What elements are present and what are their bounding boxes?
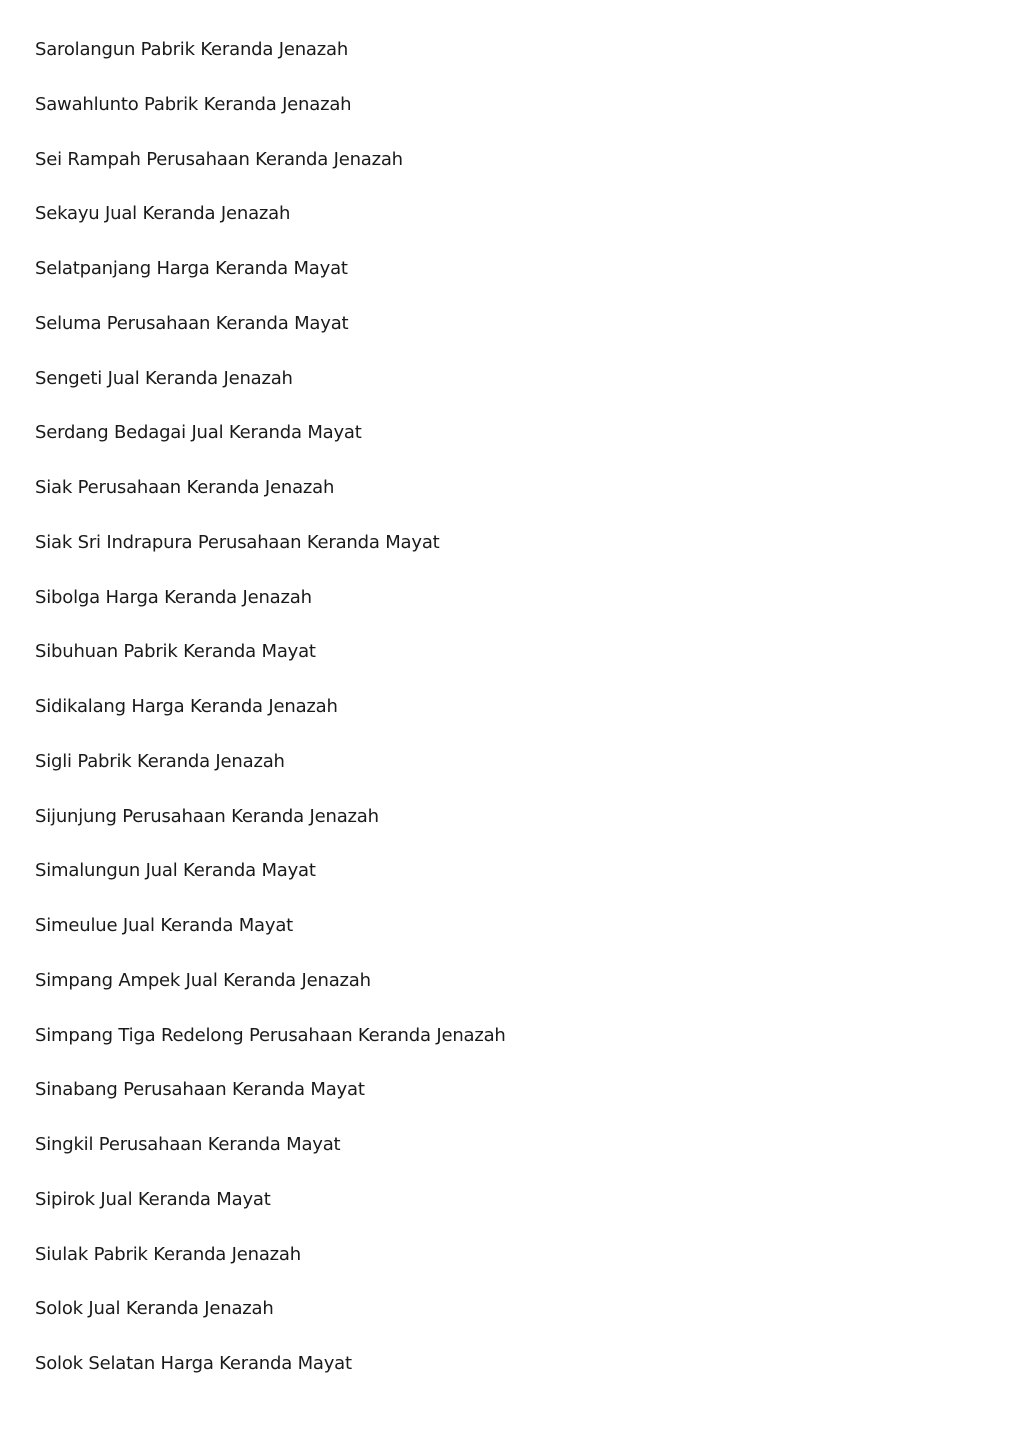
list-item: Sibuhuan Pabrik Keranda Mayat [35, 641, 316, 663]
keyword-list [35, 36, 935, 1405]
list-item: Siak Perusahaan Keranda Jenazah [35, 477, 335, 498]
list-item: Sekayu Jual Keranda Jenazah [35, 203, 291, 225]
list-item: Sibolga Harga Keranda Jenazah [35, 586, 312, 608]
list-item: Simeulue Jual Keranda Mayat [35, 915, 294, 936]
list-item: Sengeti Jual Keranda Jenazah [35, 367, 293, 389]
list-item: Sijunjung Perusahaan Keranda Jenazah [35, 805, 379, 827]
list-item: Simalungun Jual Keranda Mayat [35, 860, 316, 882]
list-item: Simpang Tiga Redelong Perusahaan Keranda Jenazah [35, 1024, 506, 1046]
list-item: Sipirok Jual Keranda Mayat [35, 1188, 271, 1210]
list-item: Singkil Perusahaan Keranda Mayat [35, 1134, 341, 1155]
list-item: Serdang Bedagai Jual Keranda Mayat [35, 422, 362, 444]
list-item: Sigli Pabrik Keranda Jenazah [35, 750, 285, 772]
list-item: Selatpanjang Harga Keranda Mayat [35, 258, 348, 279]
list-item: Siak Sri Indrapura Perusahaan Keranda Mayat [35, 531, 440, 553]
list-item: Solok Selatan Harga Keranda Mayat [35, 1353, 352, 1374]
list-item: Sidikalang Harga Keranda Jenazah [35, 696, 338, 717]
list-item: Sarolangun Pabrik Keranda Jenazah [35, 39, 349, 60]
list-item: Sinabang Perusahaan Keranda Mayat [35, 1079, 365, 1101]
list-item: Sei Rampah Perusahaan Keranda Jenazah [35, 148, 403, 170]
list-item: Sawahlunto Pabrik Keranda Jenazah [35, 93, 352, 115]
list-item: Simpang Ampek Jual Keranda Jenazah [35, 969, 371, 991]
list-item: Siulak Pabrik Keranda Jenazah [35, 1243, 301, 1265]
list-item: Seluma Perusahaan Keranda Mayat [35, 312, 349, 334]
list-item: Solok Jual Keranda Jenazah [35, 1298, 274, 1320]
